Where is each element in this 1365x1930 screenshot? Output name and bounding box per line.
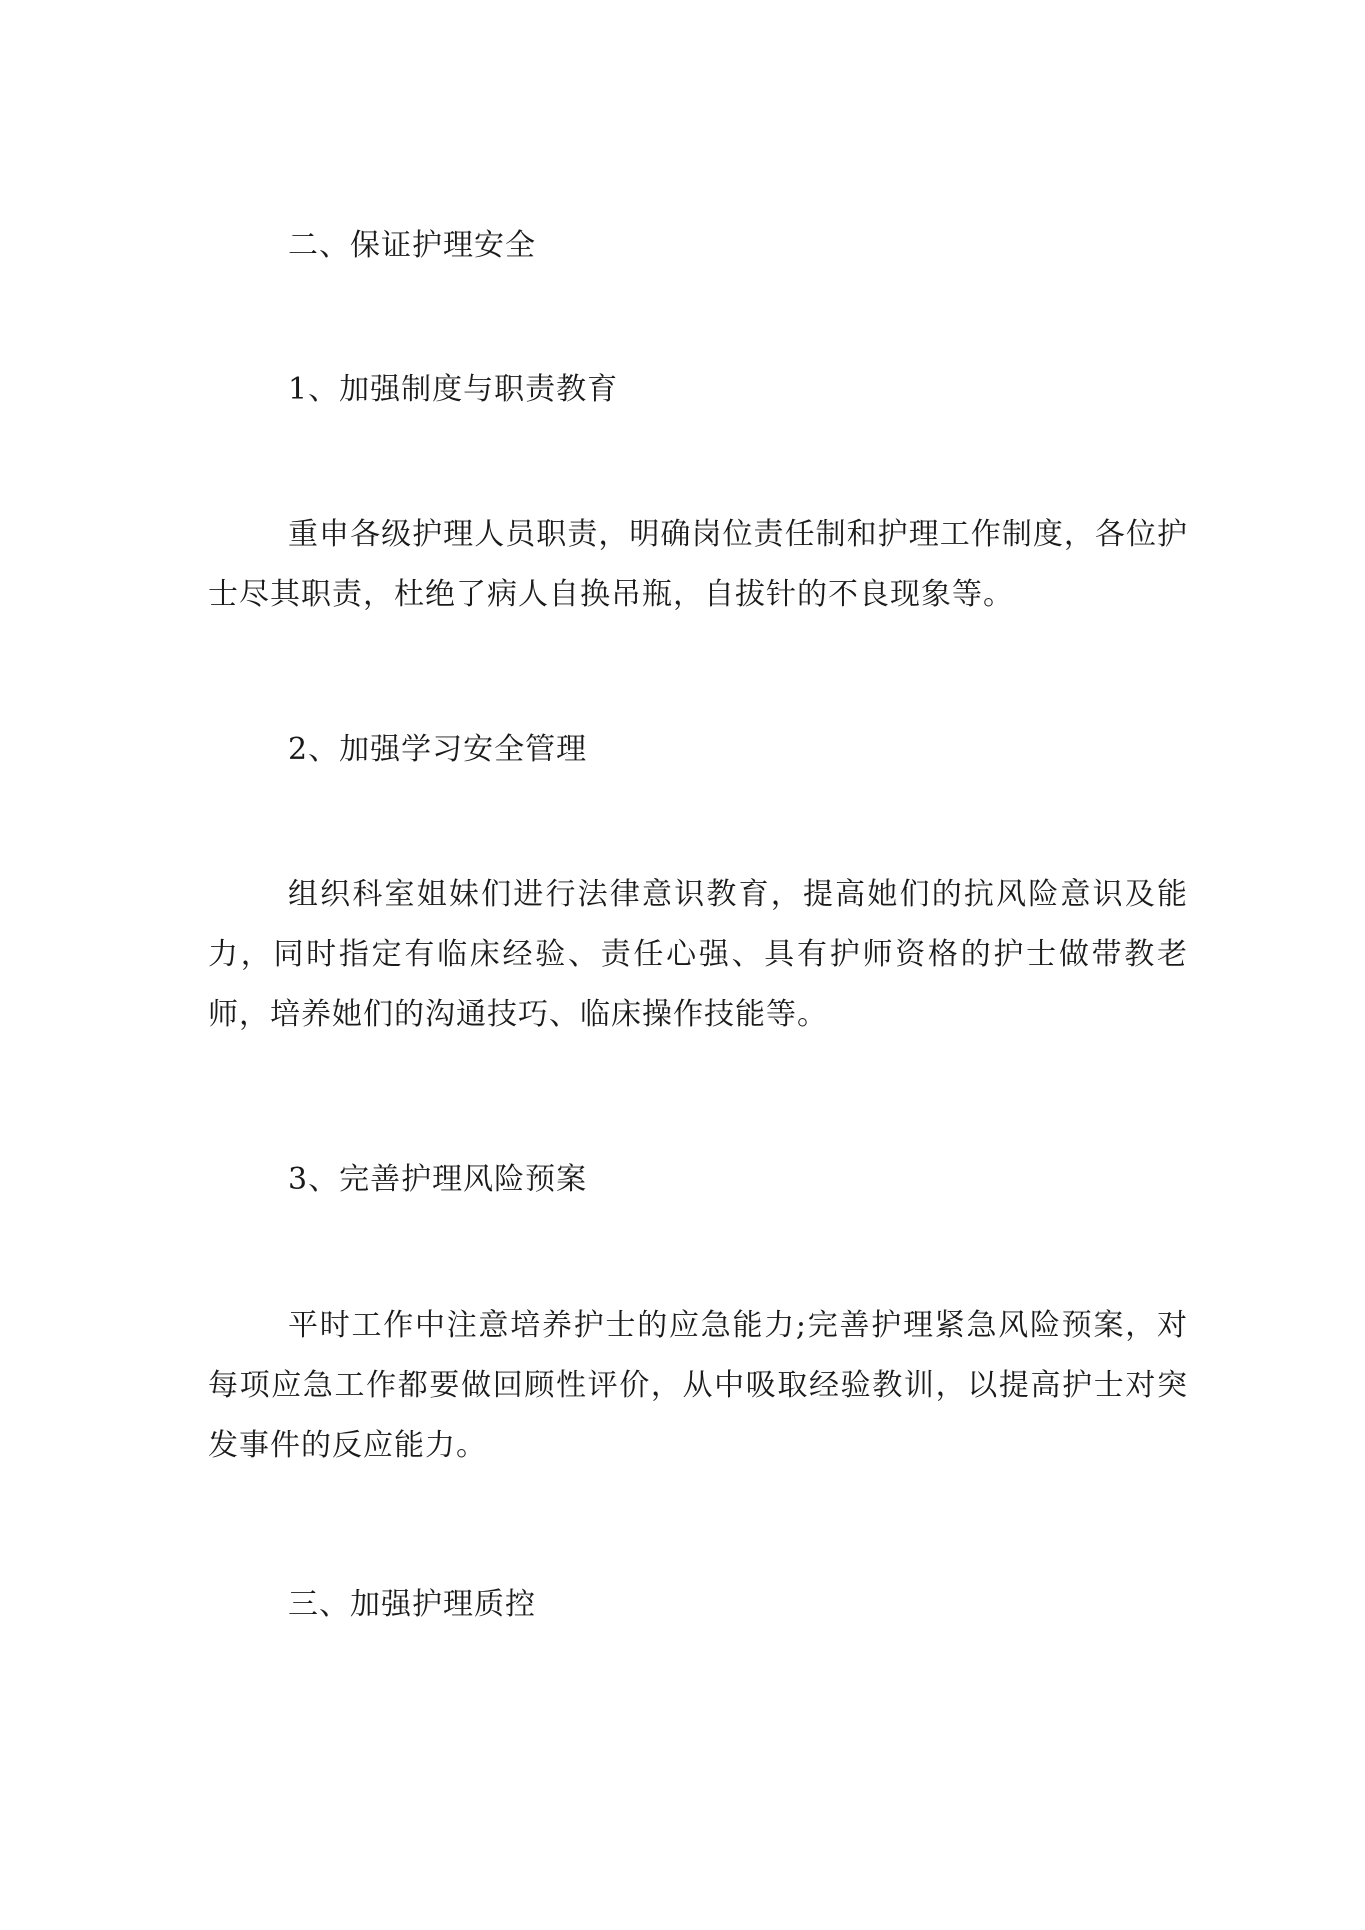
paragraph-risk-plan: 平时工作中注意培养护士的应急能力;完善护理紧急风险预案，对每项应急工作都要做回顾性评价，从中吸取经验教训，以提高护士对突发事件的反应能力。 — [208, 1308, 1188, 1463]
paragraph-duty-education: 重申各级护理人员职责，明确岗位责任制和护理工作制度，各位护士尽其职责，杜绝了病人自换吊瓶，自拔针的不良现象等。 — [208, 517, 1188, 612]
section-heading-safety: 二、保证护理安全 — [288, 228, 536, 263]
item-heading-safety-management: 2、加强学习安全管理 — [288, 732, 588, 767]
item-heading-risk-plan: 3、完善护理风险预案 — [288, 1162, 588, 1197]
item-heading-duty-education: 1、加强制度与职责教育 — [288, 372, 619, 407]
paragraph-safety-management: 组织科室姐妹们进行法律意识教育，提高她们的抗风险意识及能力，同时指定有临床经验、责任心强、具有护师资格的护士做带教老师，培养她们的沟通技巧、临床操作技能等。 — [208, 877, 1188, 1032]
section-heading-quality-control: 三、加强护理质控 — [288, 1587, 536, 1622]
